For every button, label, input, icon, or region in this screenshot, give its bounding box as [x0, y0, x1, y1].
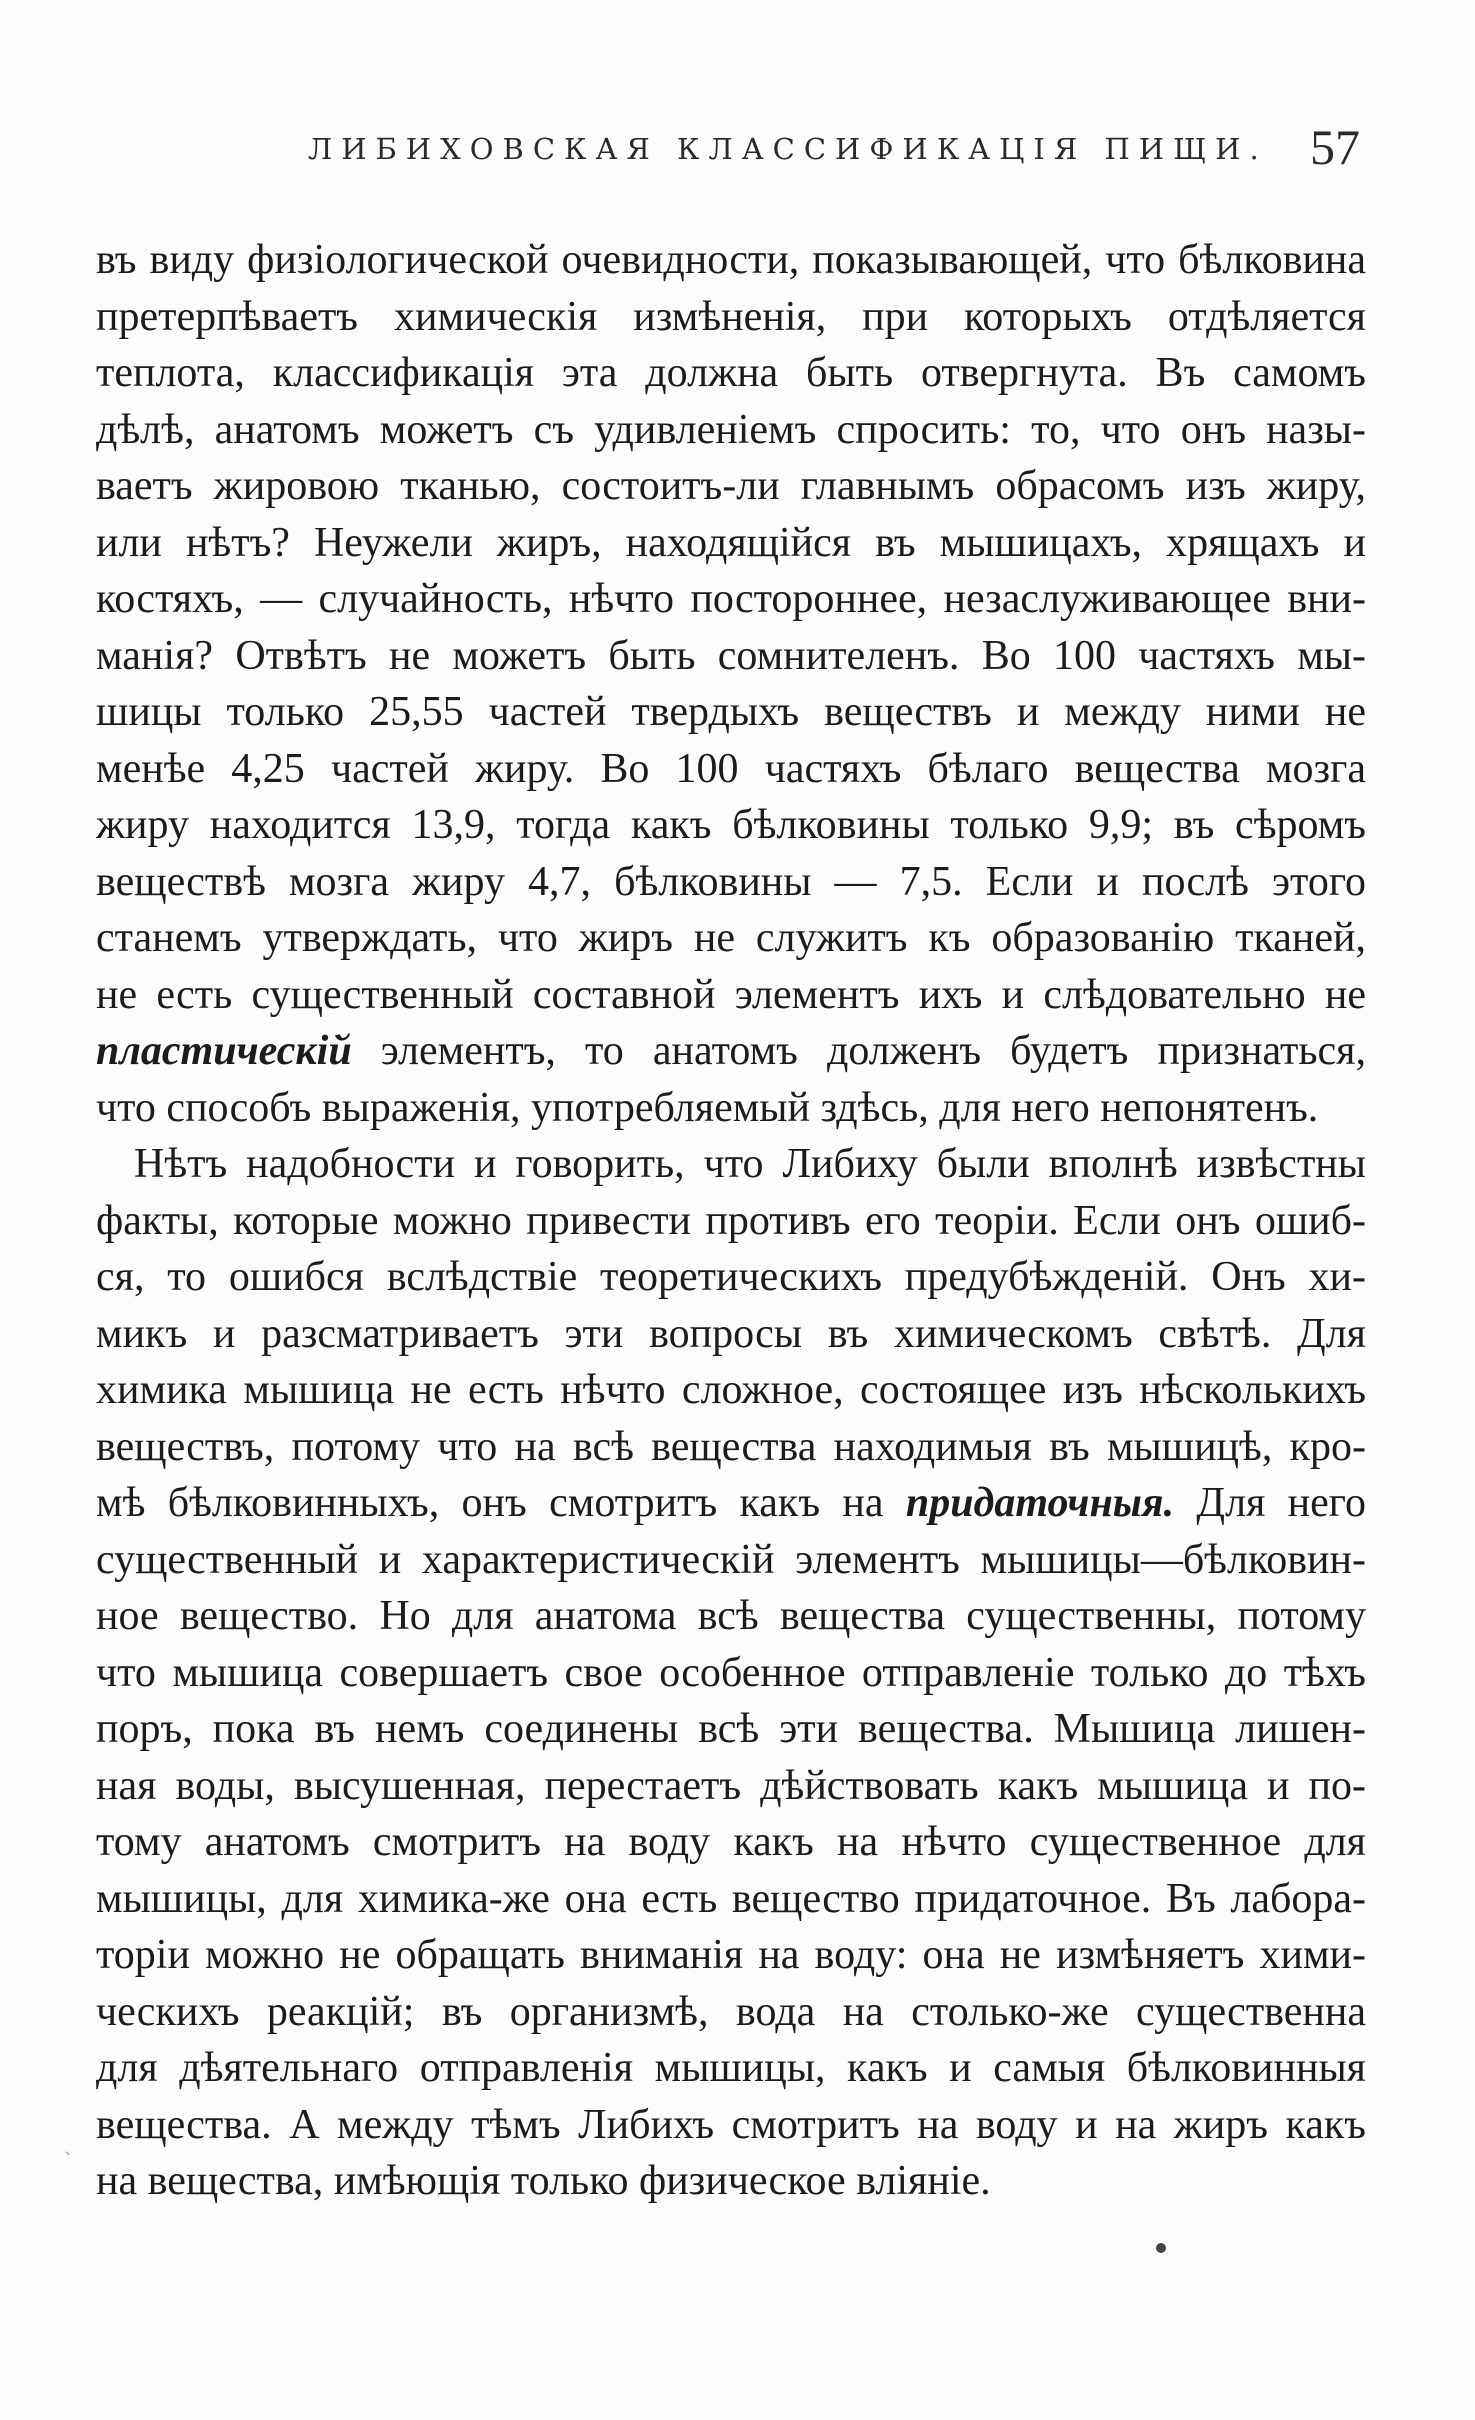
italic-term: придаточныя. — [905, 1480, 1175, 1526]
text-line: костяхъ, — случайность, нѣчто постороннее, незаслуживающее вни- — [96, 576, 1366, 622]
text-line: менѣе 4,25 частей жиру. Во 100 частяхъ бѣлаго вещества мозга — [96, 745, 1366, 792]
text-line: существенный и характеристическій элементъ мышицы—бѣлковин- — [96, 1536, 1366, 1583]
text-line: микъ и разсматриваетъ эти вопросы въ химическомъ свѣтѣ. Для — [96, 1310, 1366, 1357]
text-line: поръ, пока въ немъ соединены всѣ эти вещества. Мышица лишен- — [96, 1706, 1366, 1752]
text-line: вещества. А между тѣмъ Либихъ смотритъ на воду и на жиръ какъ — [96, 2101, 1366, 2148]
running-title: ЛИБИХОВСКАЯ КЛАССИФИКАЦІЯ ПИЩИ. — [308, 132, 1268, 166]
text-line: веществѣ мозга жиру 4,7, бѣлковины — 7,5. Если и послѣ этого — [96, 858, 1366, 905]
text-line-italic — [96, 1475, 1366, 1532]
text-line: теплота, классификація эта должна быть отвергнута. Въ самомъ — [96, 350, 1366, 396]
text-line: ное вещество. Но для анатома всѣ вещества существенны, потому — [96, 1593, 1366, 1639]
text-line: что мышица совершаетъ свое особенное отправленіе только до тѣхъ — [96, 1649, 1366, 1696]
text-segment: Для него — [1174, 1480, 1366, 1526]
text-line-italic — [96, 1023, 1366, 1080]
text-segment: элементъ, то анатомъ долженъ будетъ признаться, — [351, 1028, 1366, 1074]
italic-term: пластическій — [96, 1028, 352, 1074]
paragraph-2 — [96, 1136, 1366, 2210]
text-line: манія? Отвѣтъ не можетъ быть сомнителенъ. Во 100 частяхъ мы- — [96, 632, 1366, 679]
paragraph-1 — [96, 232, 1366, 1136]
text-line: станемъ утверждать, что жиръ не служитъ къ образованію тканей, — [96, 915, 1366, 961]
text-line: въ виду физіологической очевидности, показывающей, что бѣлковина — [96, 237, 1366, 283]
text-line-indented: Нѣтъ надобности и говорить, что Либиху были вполнѣ извѣстны — [134, 1141, 1366, 1187]
text-line: веществъ, потому что на всѣ вещества находимыя въ мышицѣ, кро- — [96, 1423, 1366, 1470]
text-line: ческихъ реакцій; въ организмѣ, вода на столько-же существенна — [96, 1988, 1366, 2035]
text-line: не есть существенный составной элементъ ихъ и слѣдовательно не — [96, 971, 1366, 1018]
text-line: претерпѣваетъ химическія измѣненія, при которыхъ отдѣляется — [96, 293, 1366, 340]
text-line: шицы только 25,55 частей твердыхъ веществъ и между ними не — [96, 689, 1366, 735]
text-line: торіи можно не обращать вниманія на воду: она не измѣняетъ хими- — [96, 1932, 1366, 1978]
page-number: 57 — [1310, 119, 1360, 175]
text-line: факты, которые можно привести противъ его теоріи. Если онъ ошиб- — [96, 1197, 1366, 1244]
margin-mark: ˋ — [64, 2150, 73, 2171]
text-line: ная воды, высушенная, перестаетъ дѣйствовать какъ мышица и по- — [96, 1762, 1366, 1809]
ink-dot — [1156, 2243, 1166, 2253]
text-line: ся, то ошибся вслѣдствіе теоретическихъ предубѣжденій. Онъ хи- — [96, 1254, 1366, 1300]
page-header — [98, 118, 1360, 178]
text-line-last: на вещества, имѣющія только физическое вліяніе. — [96, 2158, 991, 2204]
text-line: для дѣятельнаго отправленія мышицы, какъ и самыя бѣлковинныя — [96, 2045, 1366, 2091]
text-line: ваетъ жировою тканью, состоитъ-ли главнымъ обрасомъ изъ жиру, — [96, 463, 1366, 509]
text-line: тому анатомъ смотритъ на воду какъ на нѣчто существенное для — [96, 1819, 1366, 1865]
text-line: дѣлѣ, анатомъ можетъ съ удивленіемъ спросить: то, что онъ назы- — [96, 406, 1366, 453]
text-segment: мѣ бѣлковинныхъ, онъ смотритъ какъ на — [96, 1480, 906, 1526]
text-line: химика мышица не есть нѣчто сложное, состоящее изъ нѣсколькихъ — [96, 1367, 1366, 1413]
page-body — [96, 232, 1366, 2210]
text-line: мышицы, для химика-же она есть вещество придаточное. Въ лабора- — [96, 1875, 1366, 1922]
text-line-last: что способъ выраженія, употребляемый здѣсь, для него непонятенъ. — [96, 1084, 1319, 1131]
text-line: или нѣтъ? Неужели жиръ, находящійся въ мышицахъ, хрящахъ и — [96, 519, 1366, 566]
text-line: жиру находится 13,9, тогда какъ бѣлковины только 9,9; въ сѣромъ — [96, 802, 1366, 848]
